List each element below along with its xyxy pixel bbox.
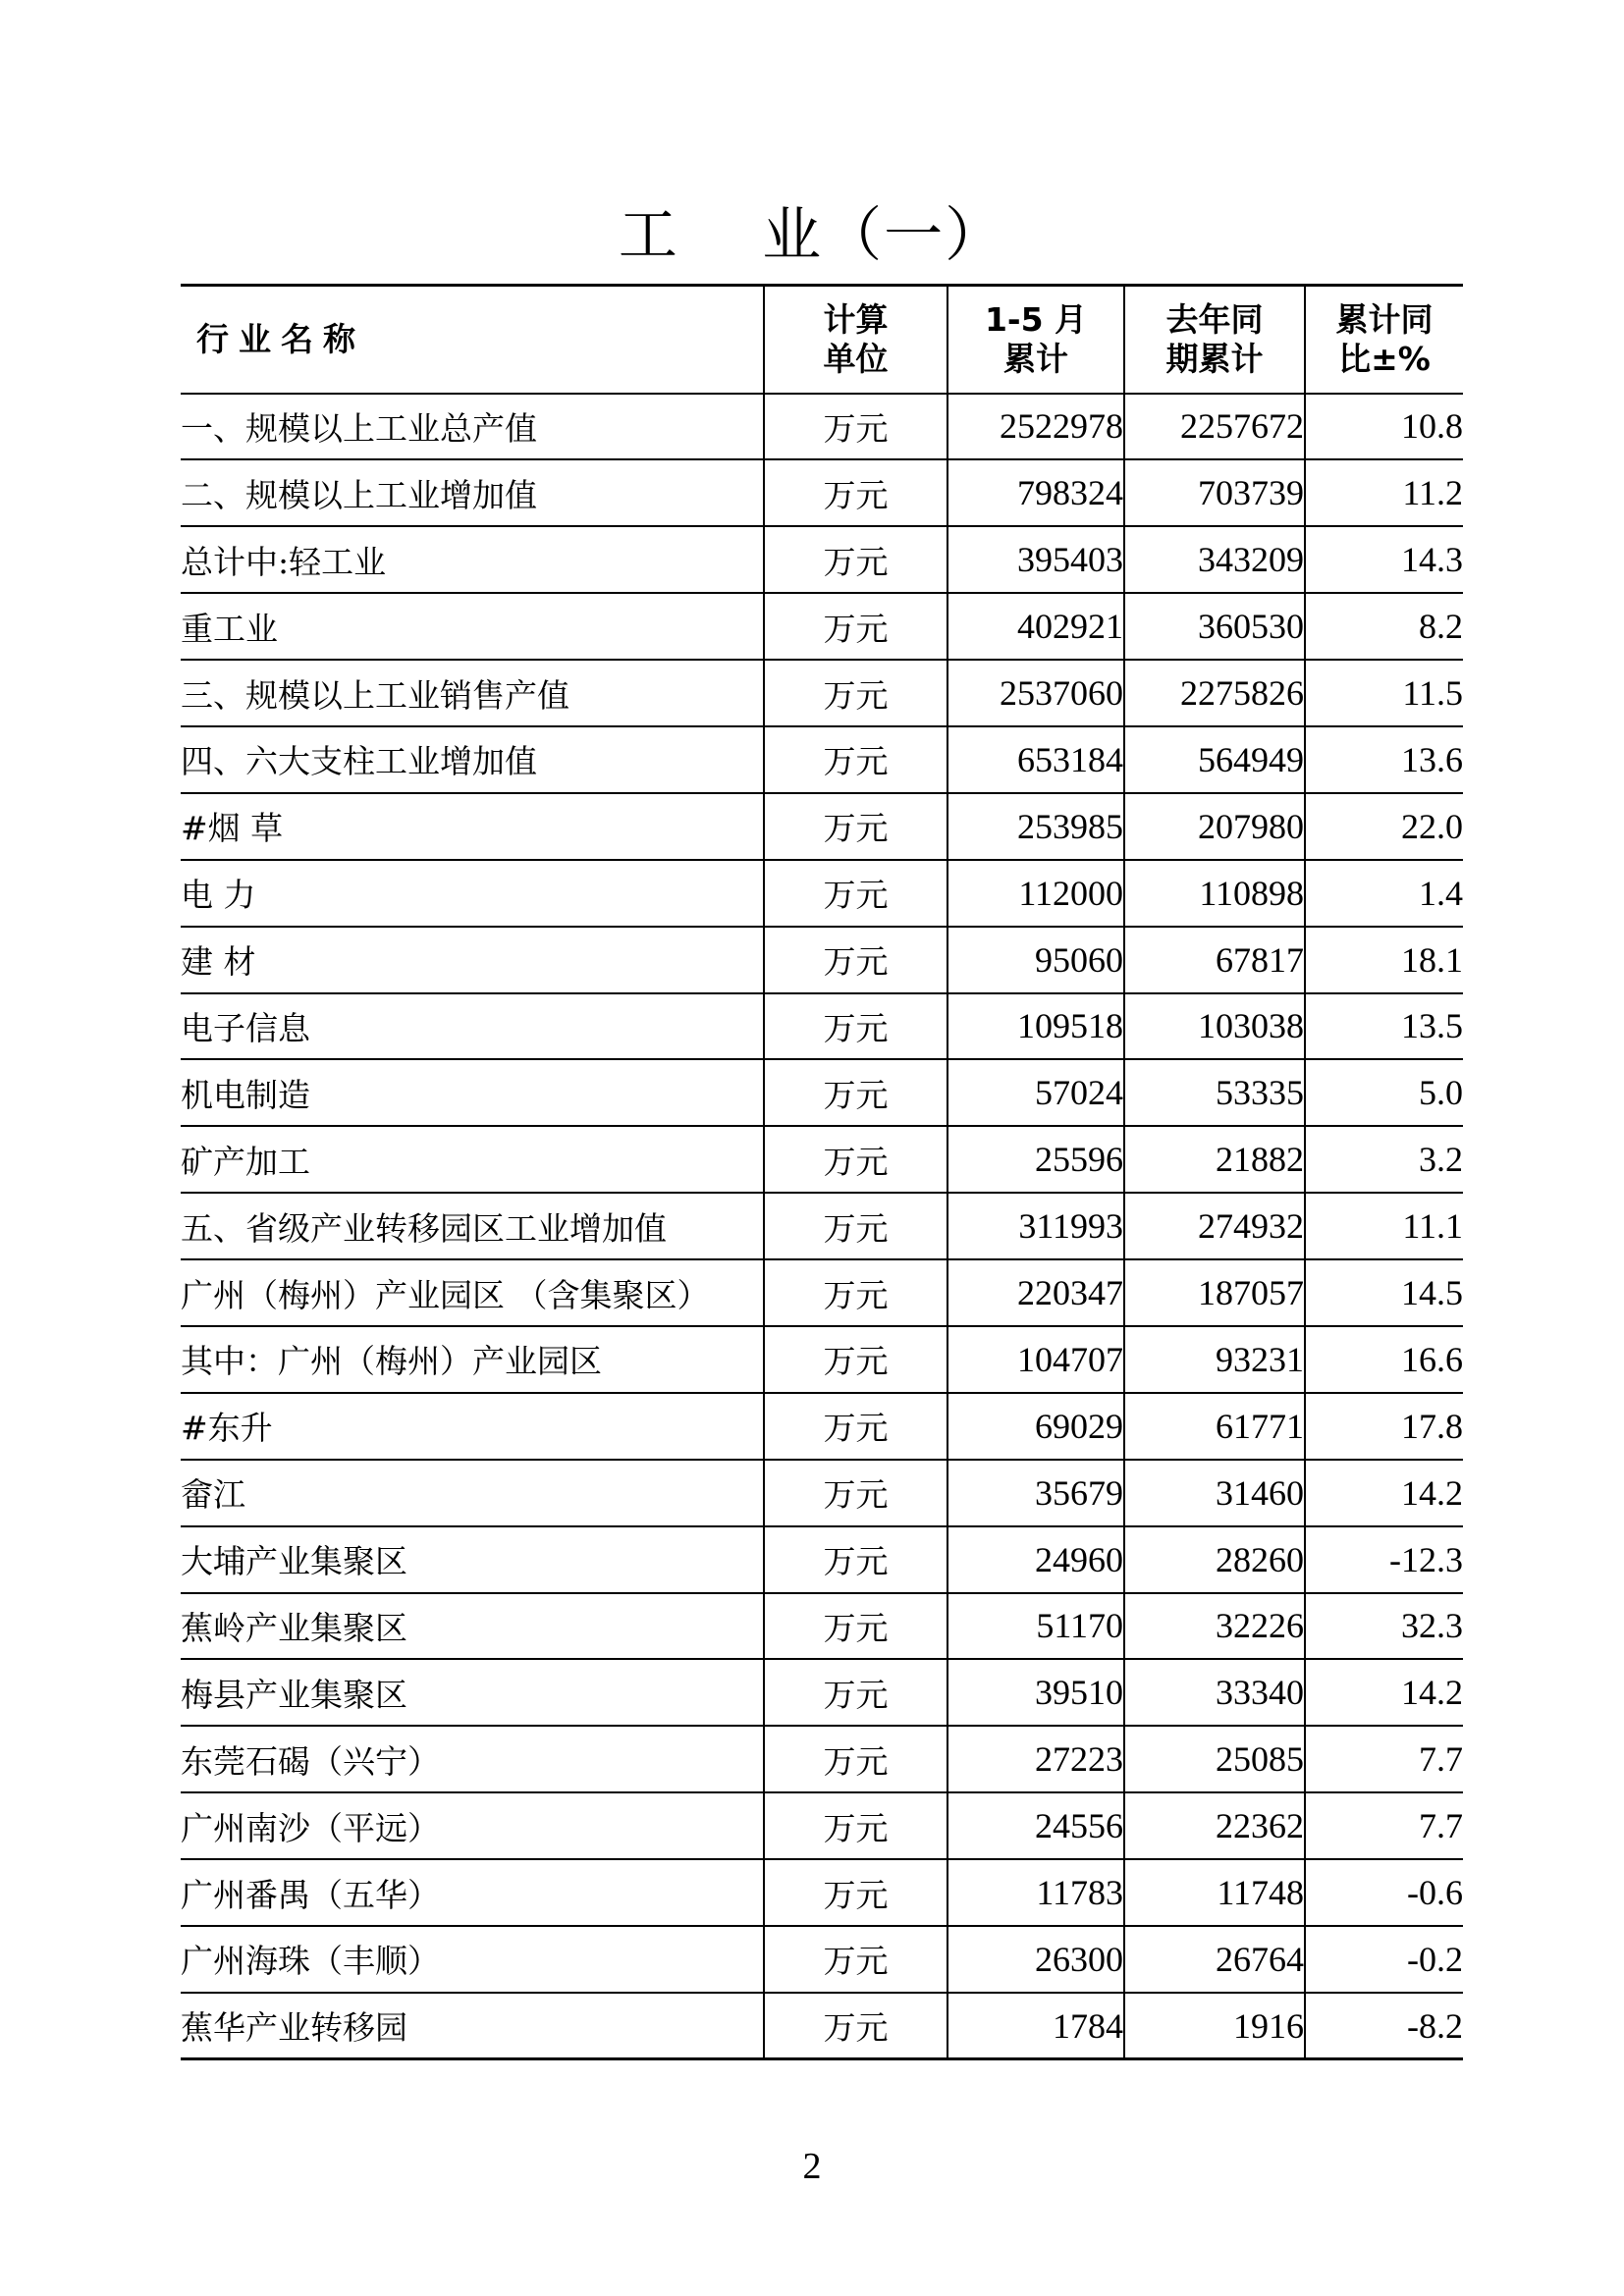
row-yoy-change: 11.1: [1305, 1193, 1463, 1259]
row-unit: 万元: [764, 1393, 947, 1460]
row-previous-cumulative: 360530: [1124, 593, 1305, 660]
row-industry-name: 建 材: [181, 927, 764, 993]
row-current-cumulative: 57024: [947, 1059, 1124, 1126]
row-previous-cumulative: 1916: [1124, 1993, 1305, 2059]
row-previous-cumulative: 26764: [1124, 1926, 1305, 1993]
row-industry-name: 梅县产业集聚区: [181, 1659, 764, 1726]
row-unit: 万元: [764, 1460, 947, 1526]
row-current-cumulative: 2537060: [947, 660, 1124, 726]
row-previous-cumulative: 61771: [1124, 1393, 1305, 1460]
row-previous-cumulative: 103038: [1124, 993, 1305, 1060]
row-industry-name: 重工业: [181, 593, 764, 660]
table-row: [181, 660, 1463, 726]
header-previous-cumulative: 去年同 期累计: [1124, 286, 1305, 394]
row-yoy-change: 32.3: [1305, 1593, 1463, 1660]
row-current-cumulative: 69029: [947, 1393, 1124, 1460]
row-yoy-change: 13.5: [1305, 993, 1463, 1060]
row-previous-cumulative: 207980: [1124, 793, 1305, 860]
row-unit: 万元: [764, 1259, 947, 1326]
row-industry-name: 二、规模以上工业增加值: [181, 459, 764, 526]
table-row: [181, 1593, 1463, 1660]
row-unit: 万元: [764, 593, 947, 660]
row-yoy-change: -12.3: [1305, 1526, 1463, 1593]
row-yoy-change: 7.7: [1305, 1792, 1463, 1859]
row-unit: 万元: [764, 1859, 947, 1926]
row-industry-name: 一、规模以上工业总产值: [181, 394, 764, 460]
row-current-cumulative: 26300: [947, 1926, 1124, 1993]
row-unit: 万元: [764, 459, 947, 526]
row-current-cumulative: 402921: [947, 593, 1124, 660]
header-current-cumulative: 1-5 月 累计: [947, 286, 1124, 394]
row-yoy-change: -0.2: [1305, 1926, 1463, 1993]
row-current-cumulative: 104707: [947, 1326, 1124, 1393]
row-unit: 万元: [764, 394, 947, 460]
table-row: [181, 1926, 1463, 1993]
row-unit: 万元: [764, 1193, 947, 1259]
header-industry-name: 行业名称: [181, 286, 764, 394]
row-industry-name: 三、规模以上工业销售产值: [181, 660, 764, 726]
row-unit: 万元: [764, 793, 947, 860]
industry-statistics-table: [181, 284, 1463, 2060]
row-previous-cumulative: 274932: [1124, 1193, 1305, 1259]
row-unit: 万元: [764, 526, 947, 593]
table-row: [181, 1393, 1463, 1460]
row-previous-cumulative: 564949: [1124, 726, 1305, 793]
row-unit: 万元: [764, 927, 947, 993]
row-previous-cumulative: 187057: [1124, 1259, 1305, 1326]
page-number: 2: [802, 2146, 822, 2187]
row-previous-cumulative: 110898: [1124, 860, 1305, 927]
row-yoy-change: 18.1: [1305, 927, 1463, 993]
table-row: [181, 1259, 1463, 1326]
row-unit: 万元: [764, 1926, 947, 1993]
row-industry-name: 其中：广州（梅州）产业园区: [181, 1326, 764, 1393]
row-industry-name: 广州番禺（五华）: [181, 1859, 764, 1926]
table-row: [181, 1993, 1463, 2059]
table-row: [181, 1659, 1463, 1726]
row-previous-cumulative: 28260: [1124, 1526, 1305, 1593]
row-yoy-change: 14.2: [1305, 1659, 1463, 1726]
row-industry-name: 总计中:轻工业: [181, 526, 764, 593]
table-row: [181, 726, 1463, 793]
row-industry-name: 电 力: [181, 860, 764, 927]
row-industry-name: 蕉华产业转移园: [181, 1993, 764, 2059]
table-row: [181, 394, 1463, 460]
row-current-cumulative: 395403: [947, 526, 1124, 593]
table-row: [181, 593, 1463, 660]
header-unit: 计算 单位: [764, 286, 947, 394]
row-unit: 万元: [764, 1726, 947, 1792]
row-unit: 万元: [764, 1993, 947, 2059]
table-row: [181, 1526, 1463, 1593]
table-row: [181, 927, 1463, 993]
row-unit: 万元: [764, 860, 947, 927]
table-row: [181, 526, 1463, 593]
row-current-cumulative: 253985: [947, 793, 1124, 860]
table-row: [181, 1726, 1463, 1792]
row-industry-name: 机电制造: [181, 1059, 764, 1126]
row-industry-name: 广州（梅州）产业园区 （含集聚区）: [181, 1259, 764, 1326]
row-current-cumulative: 311993: [947, 1193, 1124, 1259]
row-current-cumulative: 35679: [947, 1460, 1124, 1526]
row-yoy-change: 14.2: [1305, 1460, 1463, 1526]
row-previous-cumulative: 93231: [1124, 1326, 1305, 1393]
header-yoy-change: 累计同 比±%: [1305, 286, 1463, 394]
row-current-cumulative: 95060: [947, 927, 1124, 993]
row-current-cumulative: 220347: [947, 1259, 1124, 1326]
table-row: [181, 1460, 1463, 1526]
row-previous-cumulative: 25085: [1124, 1726, 1305, 1792]
table-body: [181, 394, 1463, 2059]
header-row: [181, 286, 1463, 394]
row-unit: 万元: [764, 993, 947, 1060]
row-previous-cumulative: 343209: [1124, 526, 1305, 593]
table-row: [181, 1193, 1463, 1259]
row-current-cumulative: 27223: [947, 1726, 1124, 1792]
row-yoy-change: 7.7: [1305, 1726, 1463, 1792]
row-current-cumulative: 798324: [947, 459, 1124, 526]
row-current-cumulative: 653184: [947, 726, 1124, 793]
row-previous-cumulative: 53335: [1124, 1059, 1305, 1126]
row-current-cumulative: 112000: [947, 860, 1124, 927]
row-previous-cumulative: 22362: [1124, 1792, 1305, 1859]
row-yoy-change: 16.6: [1305, 1326, 1463, 1393]
row-previous-cumulative: 21882: [1124, 1126, 1305, 1193]
row-unit: 万元: [764, 1526, 947, 1593]
row-yoy-change: 11.5: [1305, 660, 1463, 726]
row-industry-name: 电子信息: [181, 993, 764, 1060]
row-current-cumulative: 24960: [947, 1526, 1124, 1593]
row-previous-cumulative: 703739: [1124, 459, 1305, 526]
row-yoy-change: 13.6: [1305, 726, 1463, 793]
row-unit: 万元: [764, 1126, 947, 1193]
row-yoy-change: -0.6: [1305, 1859, 1463, 1926]
table-row: [181, 1792, 1463, 1859]
row-industry-name: 四、六大支柱工业增加值: [181, 726, 764, 793]
row-unit: 万元: [764, 726, 947, 793]
row-previous-cumulative: 32226: [1124, 1593, 1305, 1660]
table-row: [181, 860, 1463, 927]
row-yoy-change: 10.8: [1305, 394, 1463, 460]
row-previous-cumulative: 31460: [1124, 1460, 1305, 1526]
row-industry-name: 广州海珠（丰顺）: [181, 1926, 764, 1993]
row-yoy-change: 8.2: [1305, 593, 1463, 660]
row-industry-name: 蕉岭产业集聚区: [181, 1593, 764, 1660]
row-unit: 万元: [764, 1659, 947, 1726]
row-current-cumulative: 2522978: [947, 394, 1124, 460]
row-unit: 万元: [764, 1326, 947, 1393]
row-current-cumulative: 109518: [947, 993, 1124, 1060]
row-yoy-change: 17.8: [1305, 1393, 1463, 1460]
row-current-cumulative: 51170: [947, 1593, 1124, 1660]
page-title: 工 业（一）: [618, 201, 1006, 270]
table-row: [181, 1859, 1463, 1926]
row-yoy-change: 1.4: [1305, 860, 1463, 927]
table-row: [181, 459, 1463, 526]
row-current-cumulative: 39510: [947, 1659, 1124, 1726]
table-header: [181, 286, 1463, 394]
row-yoy-change: 22.0: [1305, 793, 1463, 860]
row-yoy-change: 14.5: [1305, 1259, 1463, 1326]
row-industry-name: 矿产加工: [181, 1126, 764, 1193]
row-industry-name: 东莞石碣（兴宁）: [181, 1726, 764, 1792]
row-yoy-change: -8.2: [1305, 1993, 1463, 2059]
row-yoy-change: 5.0: [1305, 1059, 1463, 1126]
row-yoy-change: 11.2: [1305, 459, 1463, 526]
row-previous-cumulative: 2275826: [1124, 660, 1305, 726]
row-industry-name: 广州南沙（平远）: [181, 1792, 764, 1859]
row-industry-name: #东升: [181, 1393, 764, 1460]
row-previous-cumulative: 2257672: [1124, 394, 1305, 460]
row-current-cumulative: 11783: [947, 1859, 1124, 1926]
row-current-cumulative: 24556: [947, 1792, 1124, 1859]
table-row: [181, 793, 1463, 860]
row-previous-cumulative: 33340: [1124, 1659, 1305, 1726]
row-industry-name: #烟 草: [181, 793, 764, 860]
table-row: [181, 1059, 1463, 1126]
row-industry-name: 畲江: [181, 1460, 764, 1526]
row-yoy-change: 14.3: [1305, 526, 1463, 593]
row-unit: 万元: [764, 1792, 947, 1859]
table-row: [181, 993, 1463, 1060]
table-row: [181, 1126, 1463, 1193]
row-unit: 万元: [764, 660, 947, 726]
table-row: [181, 1326, 1463, 1393]
row-current-cumulative: 25596: [947, 1126, 1124, 1193]
row-unit: 万元: [764, 1059, 947, 1126]
row-previous-cumulative: 67817: [1124, 927, 1305, 993]
row-industry-name: 大埔产业集聚区: [181, 1526, 764, 1593]
row-unit: 万元: [764, 1593, 947, 1660]
row-industry-name: 五、省级产业转移园区工业增加值: [181, 1193, 764, 1259]
row-previous-cumulative: 11748: [1124, 1859, 1305, 1926]
row-current-cumulative: 1784: [947, 1993, 1124, 2059]
row-yoy-change: 3.2: [1305, 1126, 1463, 1193]
